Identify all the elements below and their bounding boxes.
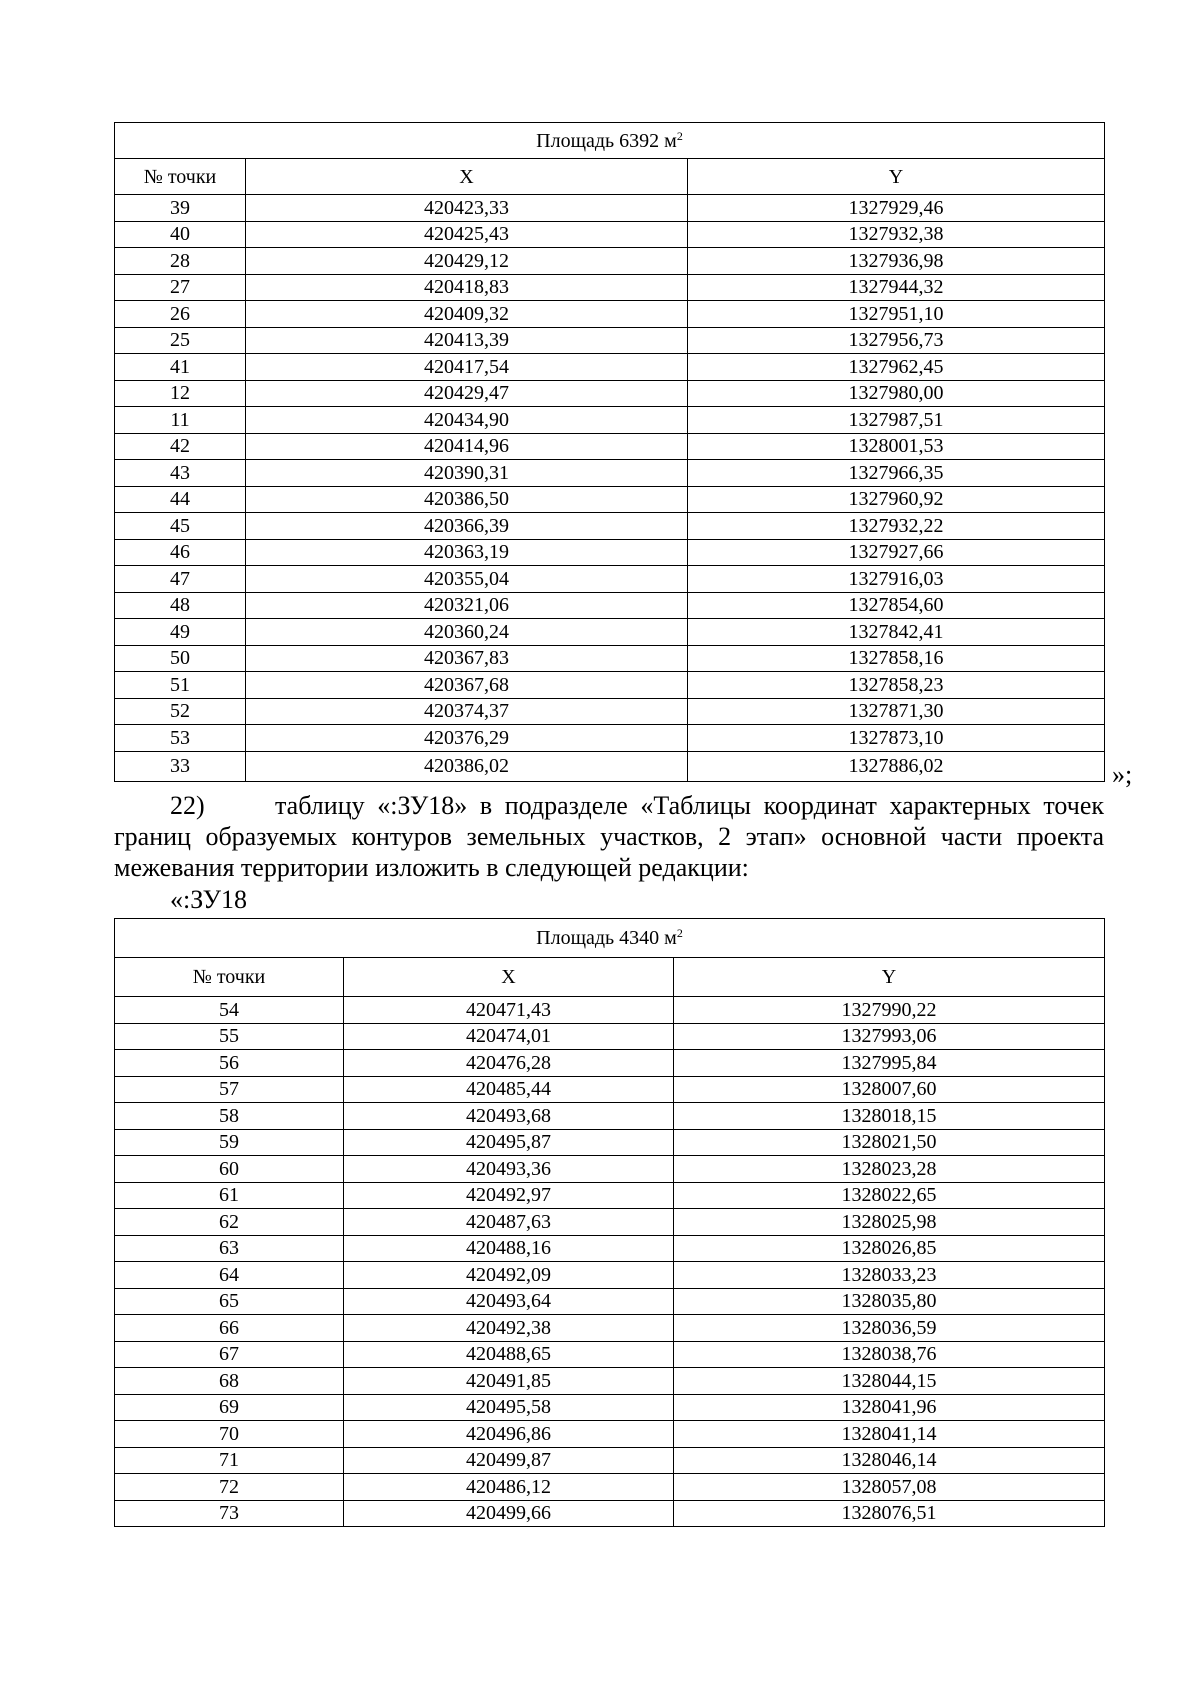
- y-coordinate-cell: 1328026,85: [674, 1235, 1105, 1262]
- table-row: [115, 1235, 1105, 1262]
- point-number-cell: 26: [115, 301, 246, 328]
- x-coordinate-cell: 420418,83: [246, 274, 688, 301]
- point-number-cell: 42: [115, 433, 246, 460]
- x-coordinate-cell: 420488,65: [344, 1341, 674, 1368]
- table-row: [115, 433, 1105, 460]
- paragraph-22: [114, 790, 1104, 883]
- table-row: [115, 1288, 1105, 1315]
- y-coordinate-cell: 1328007,60: [674, 1076, 1105, 1103]
- table-row: [115, 1394, 1105, 1421]
- header-row: [115, 159, 1105, 195]
- y-coordinate-cell: 1328057,08: [674, 1474, 1105, 1501]
- y-coordinate-cell: 1328021,50: [674, 1129, 1105, 1156]
- point-number-cell: 39: [115, 195, 246, 222]
- y-coordinate-cell: 1327960,92: [688, 486, 1105, 513]
- x-coordinate-cell: 420417,54: [246, 354, 688, 381]
- table-row: [115, 1050, 1105, 1077]
- x-coordinate-cell: 420474,01: [344, 1023, 674, 1050]
- x-coordinate-cell: 420367,68: [246, 672, 688, 699]
- x-coordinate-cell: 420390,31: [246, 460, 688, 487]
- x-coordinate-cell: 420492,97: [344, 1182, 674, 1209]
- table-row: [115, 1129, 1105, 1156]
- table-row: [115, 486, 1105, 513]
- y-coordinate-cell: 1327927,66: [688, 539, 1105, 566]
- y-coordinate-cell: 1327858,23: [688, 672, 1105, 699]
- y-coordinate-cell: 1327987,51: [688, 407, 1105, 434]
- header-row: [115, 958, 1105, 997]
- table-row: [115, 1103, 1105, 1130]
- x-coordinate-cell: 420488,16: [344, 1235, 674, 1262]
- y-coordinate-cell: 1328076,51: [674, 1500, 1105, 1527]
- x-coordinate-cell: 420493,64: [344, 1288, 674, 1315]
- table-row: [115, 513, 1105, 540]
- table-body: [115, 997, 1105, 1527]
- point-number-cell: 73: [115, 1500, 344, 1527]
- point-number-cell: 59: [115, 1129, 344, 1156]
- area-unit-superscript: 2: [676, 128, 683, 143]
- table-row: [115, 354, 1105, 381]
- table-body: [115, 195, 1105, 782]
- x-coordinate-cell: 420360,24: [246, 619, 688, 646]
- y-coordinate-cell: 1327929,46: [688, 195, 1105, 222]
- point-number-cell: 66: [115, 1315, 344, 1342]
- x-coordinate-cell: 420495,87: [344, 1129, 674, 1156]
- point-number-cell: 55: [115, 1023, 344, 1050]
- y-coordinate-cell: 1327980,00: [688, 380, 1105, 407]
- table-row: [115, 1368, 1105, 1395]
- point-number-cell: 49: [115, 619, 246, 646]
- point-number-cell: 33: [115, 751, 246, 781]
- y-coordinate-cell: 1327990,22: [674, 997, 1105, 1024]
- point-number-cell: 69: [115, 1394, 344, 1421]
- table-row: [115, 301, 1105, 328]
- point-number-cell: 45: [115, 513, 246, 540]
- point-number-cell: 68: [115, 1368, 344, 1395]
- x-coordinate-cell: 420485,44: [344, 1076, 674, 1103]
- y-coordinate-cell: 1327842,41: [688, 619, 1105, 646]
- x-coordinate-cell: 420429,12: [246, 248, 688, 275]
- table-row: [115, 460, 1105, 487]
- point-number-cell: 57: [115, 1076, 344, 1103]
- x-coordinate-cell: 420434,90: [246, 407, 688, 434]
- point-number-cell: 11: [115, 407, 246, 434]
- area-unit-superscript: 2: [676, 926, 683, 940]
- table-row: [115, 1315, 1105, 1342]
- x-coordinate-cell: 420493,68: [344, 1103, 674, 1130]
- point-number-cell: 12: [115, 380, 246, 407]
- x-coordinate-cell: 420425,43: [246, 221, 688, 248]
- table-row: [115, 997, 1105, 1024]
- table-row: [115, 751, 1105, 781]
- table-row: [115, 274, 1105, 301]
- y-coordinate-cell: 1327936,98: [688, 248, 1105, 275]
- point-number-cell: 64: [115, 1262, 344, 1289]
- y-coordinate-cell: 1328018,15: [674, 1103, 1105, 1130]
- point-number-cell: 63: [115, 1235, 344, 1262]
- table-row: [115, 195, 1105, 222]
- point-number-cell: 46: [115, 539, 246, 566]
- point-number-cell: 67: [115, 1341, 344, 1368]
- table-subheading: «:ЗУ18: [170, 885, 248, 914]
- x-coordinate-cell: 420376,29: [246, 725, 688, 752]
- y-coordinate-cell: 1327966,35: [688, 460, 1105, 487]
- x-coordinate-cell: 420476,28: [344, 1050, 674, 1077]
- y-coordinate-cell: 1328036,59: [674, 1315, 1105, 1342]
- area-row: [115, 123, 1105, 159]
- header-x: X: [344, 958, 674, 997]
- x-coordinate-cell: 420413,39: [246, 327, 688, 354]
- table-row: [115, 725, 1105, 752]
- header-y: Y: [674, 958, 1105, 997]
- x-coordinate-cell: 420492,09: [344, 1262, 674, 1289]
- table-row: [115, 619, 1105, 646]
- y-coordinate-cell: 1328044,15: [674, 1368, 1105, 1395]
- table-row: [115, 1262, 1105, 1289]
- x-coordinate-cell: 420492,38: [344, 1315, 674, 1342]
- header-point-number: № точки: [115, 159, 246, 195]
- point-number-cell: 27: [115, 274, 246, 301]
- table-row: [115, 1447, 1105, 1474]
- y-coordinate-cell: 1327886,02: [688, 751, 1105, 781]
- header-y: Y: [688, 159, 1105, 195]
- x-coordinate-cell: 420495,58: [344, 1394, 674, 1421]
- x-coordinate-cell: 420429,47: [246, 380, 688, 407]
- table-row: [115, 1209, 1105, 1236]
- x-coordinate-cell: 420386,50: [246, 486, 688, 513]
- point-number-cell: 61: [115, 1182, 344, 1209]
- point-number-cell: 52: [115, 698, 246, 725]
- y-coordinate-cell: 1328022,65: [674, 1182, 1105, 1209]
- header-x: X: [246, 159, 688, 195]
- x-coordinate-cell: 420493,36: [344, 1156, 674, 1183]
- x-coordinate-cell: 420355,04: [246, 566, 688, 593]
- table-row: [115, 1474, 1105, 1501]
- closing-quote: »;: [1112, 760, 1133, 789]
- y-coordinate-cell: 1327993,06: [674, 1023, 1105, 1050]
- y-coordinate-cell: 1327871,30: [688, 698, 1105, 725]
- y-coordinate-cell: 1328001,53: [688, 433, 1105, 460]
- table-row: [115, 221, 1105, 248]
- y-coordinate-cell: 1327916,03: [688, 566, 1105, 593]
- x-coordinate-cell: 420496,86: [344, 1421, 674, 1448]
- point-number-cell: 48: [115, 592, 246, 619]
- area-cell: [115, 123, 1105, 159]
- table-row: [115, 407, 1105, 434]
- point-number-cell: 25: [115, 327, 246, 354]
- table-row: [115, 327, 1105, 354]
- paragraph-text: таблицу «:ЗУ18» в подразделе «Таблицы координат характерных точек границ образуемых контуров земельных участков, 2 этап» основной части проекта межевания территории изложить в следующей редакции:: [114, 791, 1104, 882]
- table-row: [115, 566, 1105, 593]
- header-point-number: № точки: [115, 958, 344, 997]
- x-coordinate-cell: 420491,85: [344, 1368, 674, 1395]
- point-number-cell: 60: [115, 1156, 344, 1183]
- x-coordinate-cell: 420409,32: [246, 301, 688, 328]
- area-row: [115, 919, 1105, 958]
- point-number-cell: 71: [115, 1447, 344, 1474]
- table-row: [115, 1421, 1105, 1448]
- table-row: [115, 698, 1105, 725]
- y-coordinate-cell: 1327956,73: [688, 327, 1105, 354]
- area-label: Площадь 6392 м: [536, 129, 677, 152]
- y-coordinate-cell: 1327932,22: [688, 513, 1105, 540]
- table-row: [115, 645, 1105, 672]
- point-number-cell: 51: [115, 672, 246, 699]
- table-row: [115, 248, 1105, 275]
- point-number-cell: 54: [115, 997, 344, 1024]
- table-row: [115, 1341, 1105, 1368]
- y-coordinate-cell: 1328046,14: [674, 1447, 1105, 1474]
- x-coordinate-cell: 420367,83: [246, 645, 688, 672]
- y-coordinate-cell: 1327995,84: [674, 1050, 1105, 1077]
- x-coordinate-cell: 420471,43: [344, 997, 674, 1024]
- point-number-cell: 72: [115, 1474, 344, 1501]
- y-coordinate-cell: 1328033,23: [674, 1262, 1105, 1289]
- y-coordinate-cell: 1327858,16: [688, 645, 1105, 672]
- area-cell: [115, 919, 1105, 958]
- x-coordinate-cell: 420423,33: [246, 195, 688, 222]
- x-coordinate-cell: 420499,87: [344, 1447, 674, 1474]
- point-number-cell: 44: [115, 486, 246, 513]
- table-row: [115, 1076, 1105, 1103]
- x-coordinate-cell: 420386,02: [246, 751, 688, 781]
- x-coordinate-cell: 420486,12: [344, 1474, 674, 1501]
- table-row: [115, 1182, 1105, 1209]
- table-row: [115, 1500, 1105, 1527]
- y-coordinate-cell: 1328023,28: [674, 1156, 1105, 1183]
- point-number-cell: 40: [115, 221, 246, 248]
- point-number-cell: 43: [115, 460, 246, 487]
- y-coordinate-cell: 1327951,10: [688, 301, 1105, 328]
- area-label: Площадь 4340 м: [536, 927, 677, 949]
- table-row: [115, 539, 1105, 566]
- point-number-cell: 47: [115, 566, 246, 593]
- y-coordinate-cell: 1328041,96: [674, 1394, 1105, 1421]
- point-number-cell: 53: [115, 725, 246, 752]
- y-coordinate-cell: 1327932,38: [688, 221, 1105, 248]
- point-number-cell: 50: [115, 645, 246, 672]
- paragraph-number: 22): [170, 791, 205, 820]
- table-row: [115, 592, 1105, 619]
- point-number-cell: 62: [115, 1209, 344, 1236]
- point-number-cell: 65: [115, 1288, 344, 1315]
- y-coordinate-cell: 1328038,76: [674, 1341, 1105, 1368]
- y-coordinate-cell: 1327962,45: [688, 354, 1105, 381]
- y-coordinate-cell: 1328041,14: [674, 1421, 1105, 1448]
- table-row: [115, 672, 1105, 699]
- x-coordinate-cell: 420487,63: [344, 1209, 674, 1236]
- point-number-cell: 28: [115, 248, 246, 275]
- x-coordinate-cell: 420414,96: [246, 433, 688, 460]
- point-number-cell: 56: [115, 1050, 344, 1077]
- point-number-cell: 70: [115, 1421, 344, 1448]
- x-coordinate-cell: 420366,39: [246, 513, 688, 540]
- x-coordinate-cell: 420321,06: [246, 592, 688, 619]
- point-number-cell: 58: [115, 1103, 344, 1130]
- x-coordinate-cell: 420363,19: [246, 539, 688, 566]
- coordinates-table-1: [114, 122, 1105, 782]
- table-row: [115, 1023, 1105, 1050]
- y-coordinate-cell: 1327854,60: [688, 592, 1105, 619]
- y-coordinate-cell: 1328025,98: [674, 1209, 1105, 1236]
- y-coordinate-cell: 1328035,80: [674, 1288, 1105, 1315]
- x-coordinate-cell: 420374,37: [246, 698, 688, 725]
- y-coordinate-cell: 1327944,32: [688, 274, 1105, 301]
- point-number-cell: 41: [115, 354, 246, 381]
- x-coordinate-cell: 420499,66: [344, 1500, 674, 1527]
- coordinates-table-2: [114, 918, 1105, 1527]
- y-coordinate-cell: 1327873,10: [688, 725, 1105, 752]
- table-row: [115, 1156, 1105, 1183]
- table-row: [115, 380, 1105, 407]
